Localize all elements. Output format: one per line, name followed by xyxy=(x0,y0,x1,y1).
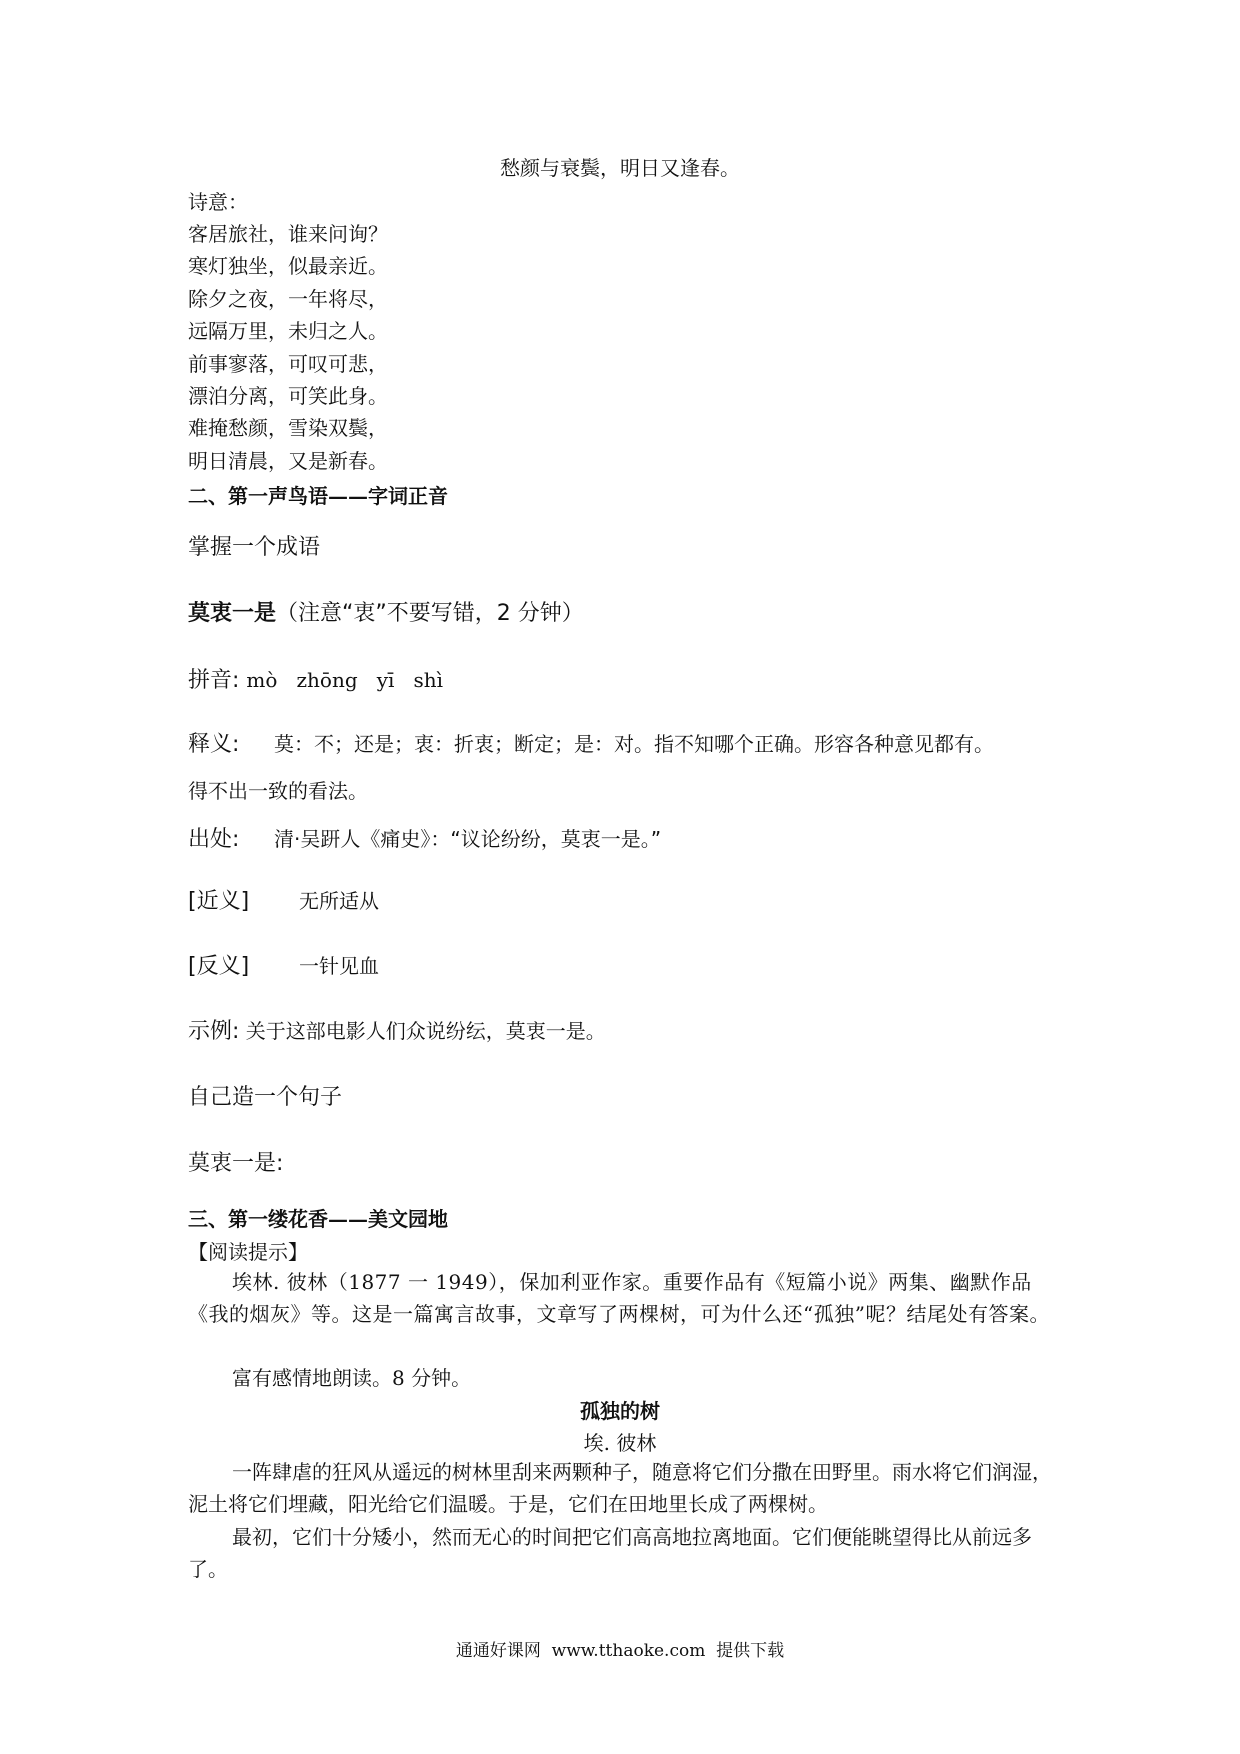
idiom-term: 莫衷一是 xyxy=(188,601,277,626)
section3-heading: 三、第一缕花香——美文园地 xyxy=(188,1207,448,1231)
reading-tip-paragraph: 埃林. 彼林（1877 一 1949），保加利亚作家。重要作品有《短篇小说》两集、幽默作品《我的烟灰》等。这是一篇寓言故事，文章写了两棵树，可为什么还“孤独”呢？结尾处有答案。 xyxy=(188,1270,1050,1326)
source-value: 清·吴趼人《痛史》：“议论纷纷，莫衷一是。” xyxy=(274,827,662,851)
make-sentence-prompt: 自己造一个句子 xyxy=(188,1085,343,1110)
pinyin-label: 拼音: xyxy=(188,668,240,693)
example-value: 关于这部电影人们众说纷纭，莫衷一是。 xyxy=(245,1019,606,1043)
meaning-label: 释义: xyxy=(188,732,240,757)
antonym-value: 一针见血 xyxy=(299,954,379,978)
poem-line: 除夕之夜，一年将尽， xyxy=(188,286,388,311)
synonym-line xyxy=(188,884,1052,915)
poem-meaning-label: 诗意： xyxy=(188,190,248,214)
poem-line: 明日清晨，又是新春。 xyxy=(188,448,388,473)
idiom-line xyxy=(188,596,1052,627)
reading-instruction: 富有感情地朗读。8 分钟。 xyxy=(232,1366,472,1390)
article-paragraph: 一阵肆虐的狂风从遥远的树林里刮来两颗种子，随意将它们分撒在田野里。雨水将它们润湿，泥土将它们埋藏，阳光给它们温暖。于是，它们在田地里长成了两棵树。 xyxy=(188,1460,1052,1516)
sentence-blank-prompt: 莫衷一是: xyxy=(188,1151,284,1176)
antonym-label: [反义] xyxy=(188,954,250,979)
poem-line: 前事寥落，可叹可悲， xyxy=(188,351,388,376)
source-line xyxy=(188,822,1052,853)
article-title: 孤独的树 xyxy=(580,1399,660,1423)
poem-line: 难掩愁颜，雪染双鬓， xyxy=(188,416,388,441)
article-paragraph: 最初，它们十分矮小，然而无心的时间把它们高高地拉离地面。它们便能眺望得比从前远多了。 xyxy=(188,1525,1032,1581)
pinyin-line xyxy=(188,663,1052,694)
example-line xyxy=(188,1014,1052,1045)
idiom-note: （注意“衷”不要写错，2 分钟） xyxy=(276,601,584,626)
poem-line: 远隔万里，未归之人。 xyxy=(188,319,388,344)
reading-tip-label: 【阅读提示】 xyxy=(188,1240,308,1264)
poem-closing-line: 愁颜与衰鬓，明日又逢春。 xyxy=(500,156,740,180)
pinyin-value: mò zhōng yī shì xyxy=(246,668,444,692)
poem-line: 客居旅社，谁来问询？ xyxy=(188,222,388,246)
article-author: 埃. 彼林 xyxy=(583,1431,657,1455)
meaning-line-2: 得不出一致的看法。 xyxy=(188,779,368,803)
source-label: 出处: xyxy=(188,827,240,852)
page-footer: 通通好课网 www.tthaoke.com 提供下载 xyxy=(455,1641,785,1661)
poem-line: 漂泊分离，可笑此身。 xyxy=(188,384,388,409)
section2-subheading: 掌握一个成语 xyxy=(188,535,321,560)
meaning-value: 莫：不；还是；衷：折衷；断定；是：对。指不知哪个正确。形容各种意见都有。 xyxy=(274,732,994,756)
synonym-label: [近义] xyxy=(188,889,250,914)
poem-meaning-lines xyxy=(188,218,1052,477)
meaning-line-1 xyxy=(188,727,1052,758)
section2-heading: 二、第一声鸟语——字词正音 xyxy=(188,484,448,508)
synonym-value: 无所适从 xyxy=(299,889,379,913)
antonym-line xyxy=(188,949,1052,980)
example-label: 示例: xyxy=(188,1019,240,1044)
poem-line: 寒灯独坐，似最亲近。 xyxy=(188,254,388,279)
